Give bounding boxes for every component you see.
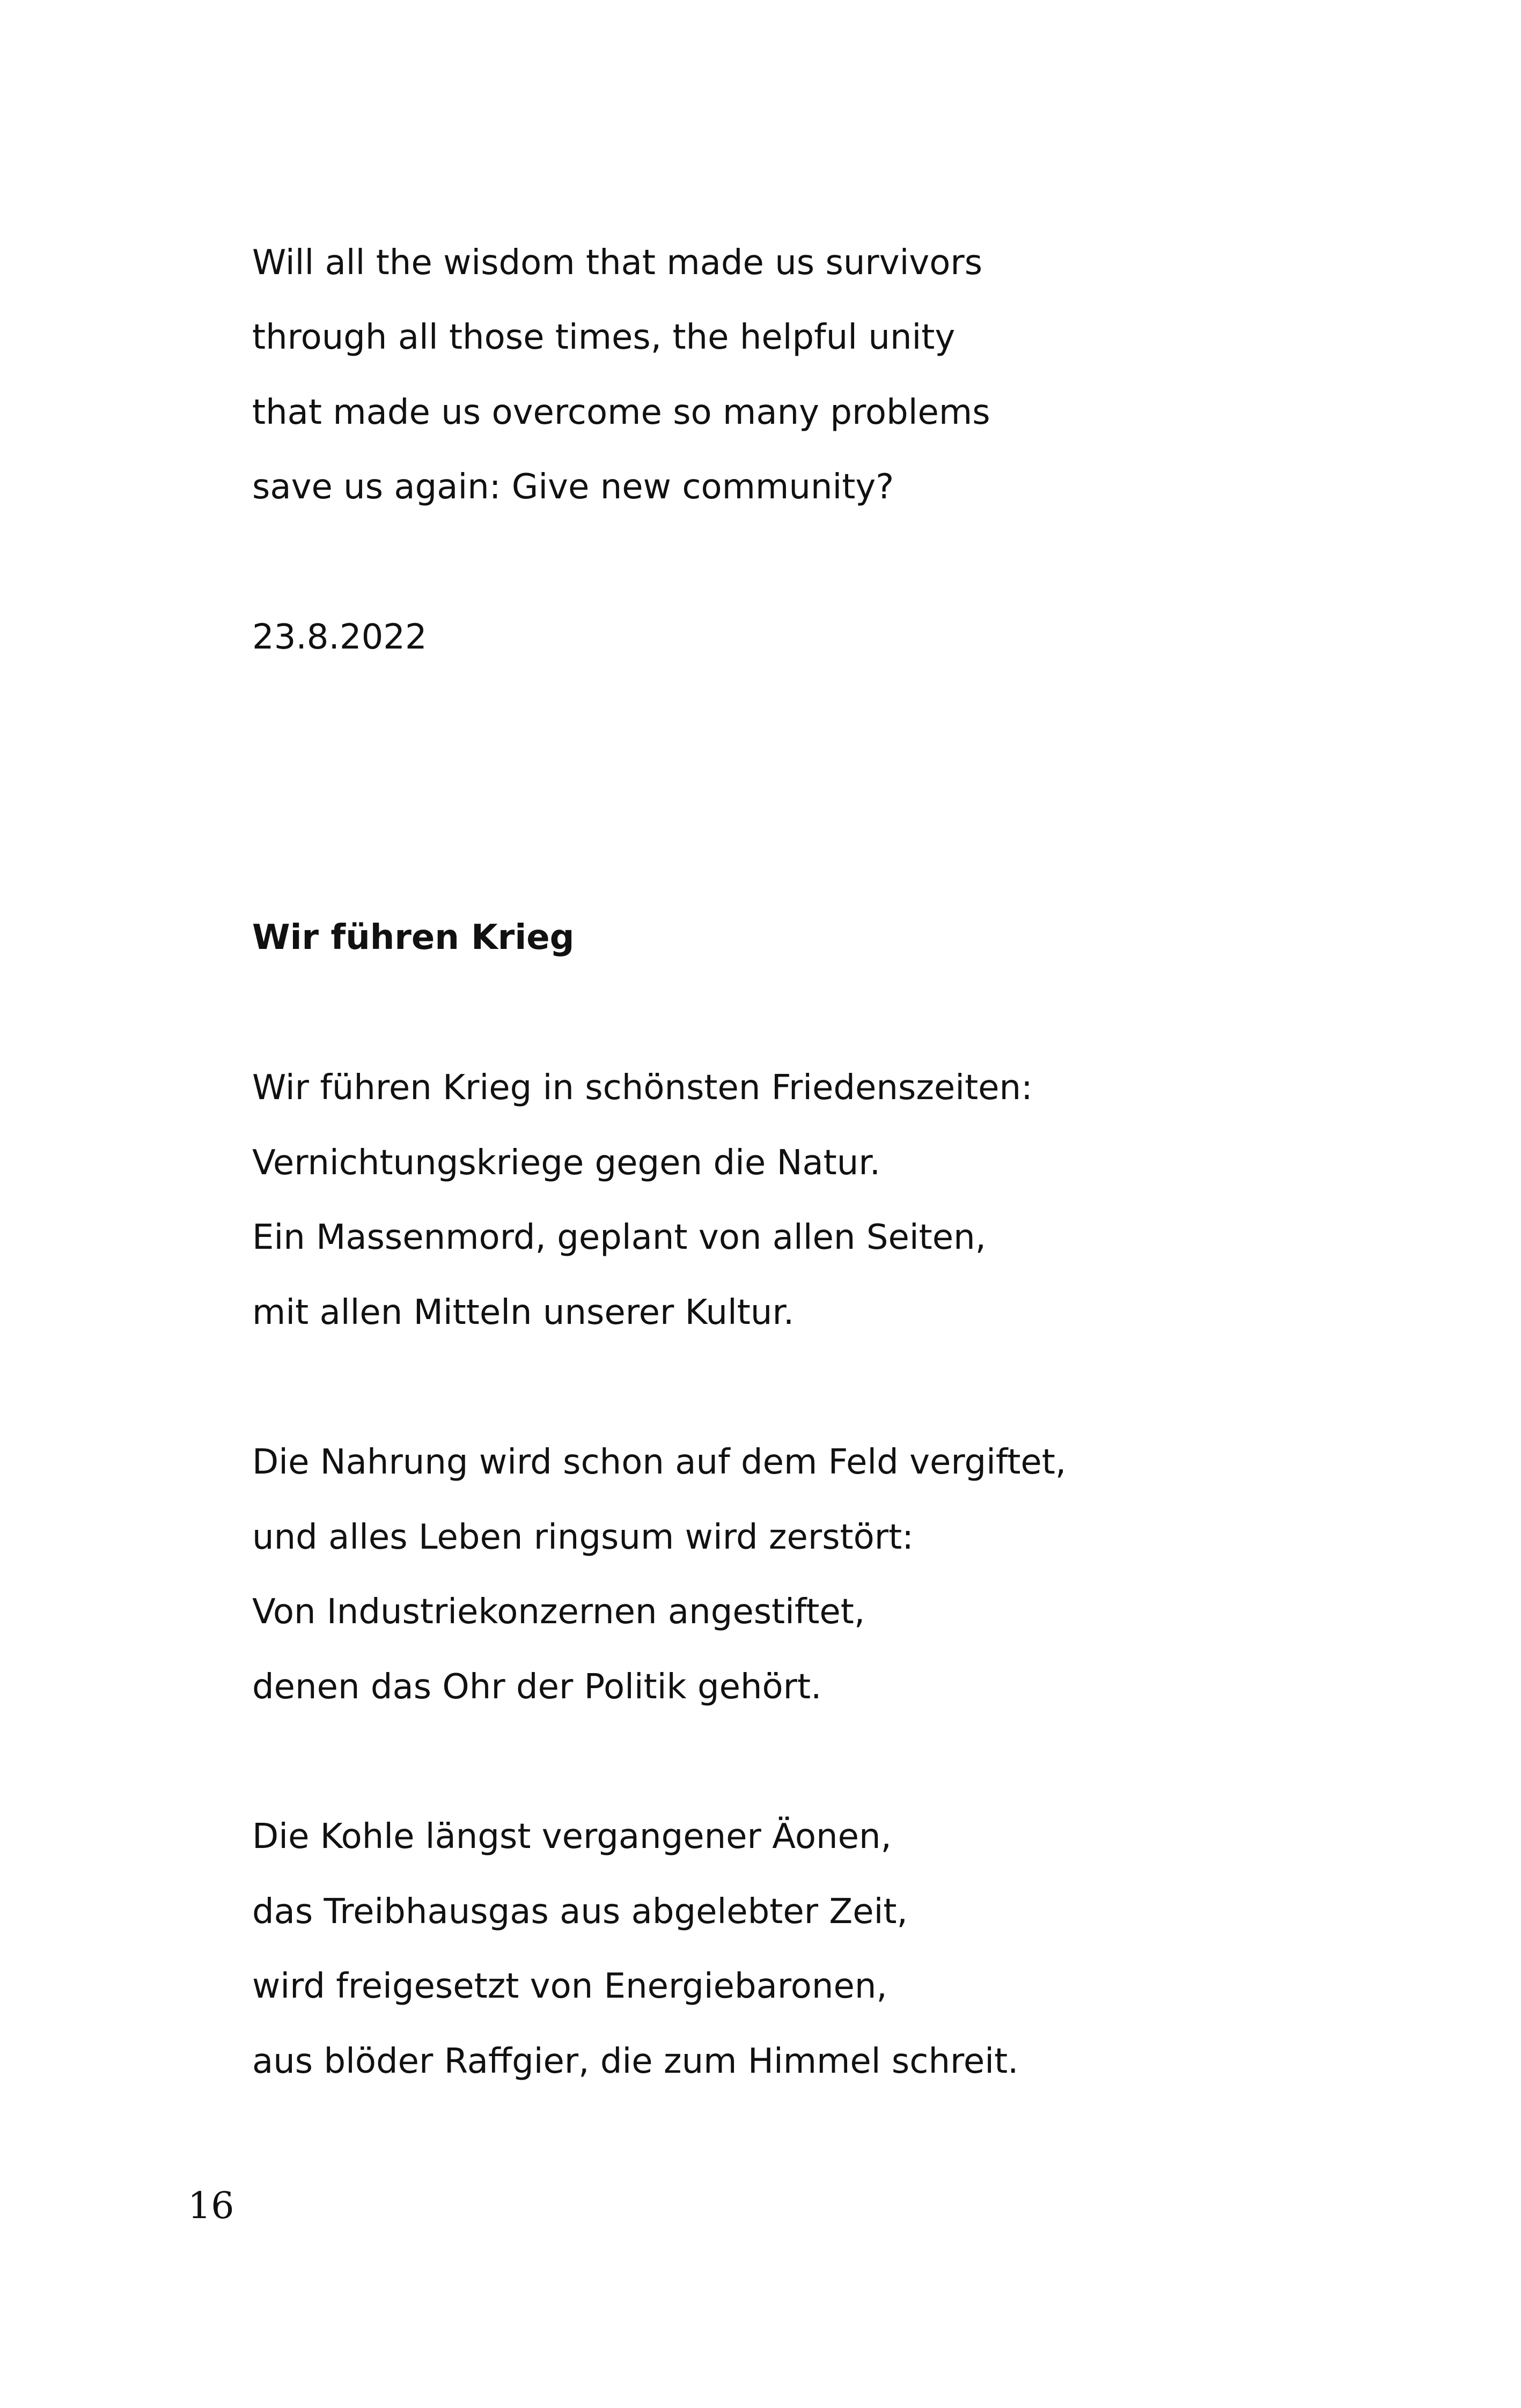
- page-number: 16: [188, 2185, 234, 2227]
- poem2-stanza1-line1: Wir führen Krieg in schönsten Friedenszeiten:: [252, 1068, 1033, 1108]
- poem2-stanza1-line4: mit allen Mitteln unserer Kultur.: [252, 1293, 795, 1332]
- poem2-stanza3-line2: das Treibhausgas aus abgelebter Zeit,: [252, 1892, 908, 1932]
- poem1-line-3: that made us overcome so many problems: [252, 393, 990, 432]
- poem2-stanza1-line3: Ein Massenmord, geplant von allen Seiten,: [252, 1218, 986, 1257]
- poem2-stanza2-line4: denen das Ohr der Politik gehört.: [252, 1667, 822, 1707]
- poem2-title: Wir führen Krieg: [252, 918, 575, 958]
- poem1-date: 23.8.2022: [252, 617, 427, 657]
- poem2-stanza3-line1: Die Kohle längst vergangener Äonen,: [252, 1817, 892, 1857]
- poem2-stanza2-line1: Die Nahrung wird schon auf dem Feld vergiftet,: [252, 1442, 1067, 1482]
- poem2-stanza2-line2: und alles Leben ringsum wird zerstört:: [252, 1518, 914, 1557]
- poem2-stanza2-line3: Von Industriekonzernen angestiftet,: [252, 1592, 865, 1632]
- poem2-stanza3-line3: wird freigesetzt von Energiebaronen,: [252, 1967, 887, 2006]
- poem1-line-1: Will all the wisdom that made us survivors: [252, 243, 983, 283]
- poem1-line-4: save us again: Give new community?: [252, 467, 894, 507]
- poem2-stanza1-line2: Vernichtungskriege gegen die Natur.: [252, 1143, 881, 1183]
- poem2-stanza3-line4: aus blöder Raffgier, die zum Himmel schreit.: [252, 2042, 1019, 2081]
- poem1-line-2: through all those times, the helpful unity: [252, 318, 956, 357]
